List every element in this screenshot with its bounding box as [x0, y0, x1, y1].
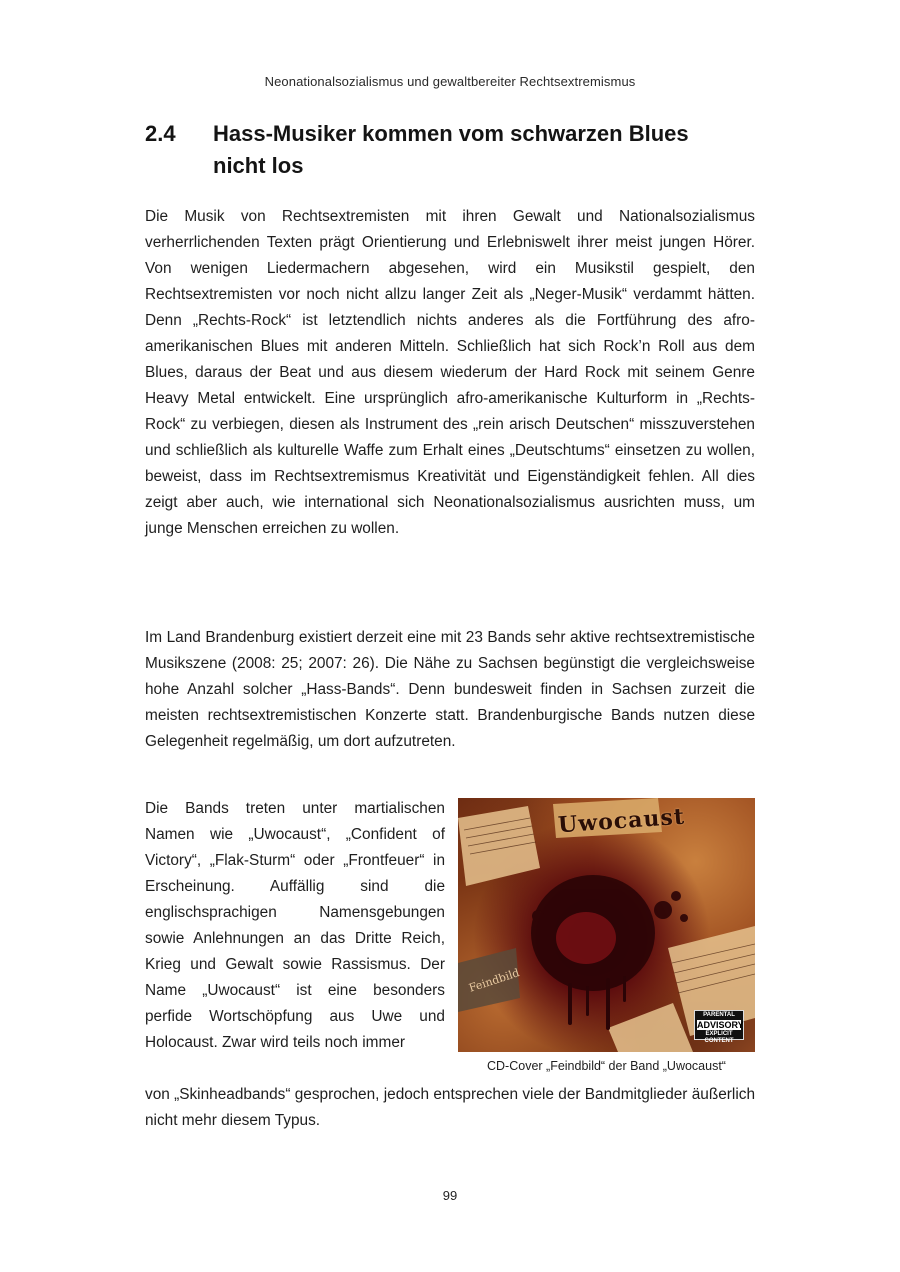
- pa-label-main: ADVISORY: [697, 1020, 744, 1030]
- parental-advisory-label: [694, 1010, 744, 1044]
- page-number: 99: [442, 1188, 458, 1203]
- paragraph-bands-block: [145, 796, 755, 1146]
- cover-side-text: Feindbild: [467, 966, 522, 995]
- cd-cover-figure: [458, 798, 755, 1073]
- section-number: 2.4: [145, 121, 176, 146]
- paragraph-brandenburg: Im Land Brandenburg existiert derzeit eine mit 23 Bands sehr aktive rechtsextremistische Musikszene (2008: 25; 2007: 26). Die Nähe zu Sachsen begünstigt die vergleichsweise hohe Anzahl solcher „Hass-Bands“. Denn bundesweit finden in Sachsen zurzeit die meisten rechtsextremistischen Konzerte statt. Brandenburgische Bands nutzen diese Gelegenheit regelmäßig, um dort aufzutreten.: [145, 629, 755, 750]
- figure-caption: CD-Cover „Feindbild“ der Band „Uwocaust“: [487, 1059, 726, 1073]
- pa-label-bottom: EXPLICIT CONTENT: [704, 1031, 734, 1044]
- paragraph-music: Die Musik von Rechtsextremisten mit ihren Gewalt und Nationalsozialismus verherrlichenden Texten prägt Orientierung und Erlebniswelt ihrer meist jungen Hörer. Von wenigen Liedermachern abgesehen, wird ein Musikstil gespielt, den Rechtsextremisten vor noch nicht allzu langer Zeit als „Neger-Musik“ verdammt hätten. Denn „Rechts-Rock“ ist letztendlich nichts anderes als die Fortführung des afro-amerikanischen Blues mit anderen Mitteln. Schließlich hat sich Rock’n Roll aus dem Blues, daraus der Beat und aus diesem wiederum der Hard Rock mit seinem Genre Heavy Metal entwickelt. Eine ursprünglich afro-amerikanische Kulturform in „Rechts-Rock“ zu verbiegen, diesen als Instrument des „rein arisch Deutschen“ misszuverstehen und schließlich als kulturelle Waffe zum Erhalt eines „Deutschtums“ einsetzen zu wollen, beweist, dass im Rechtsextremismus Kreativität und Eigenständigkeit fehlen. All dies zeigt aber auch, wie international sich Neonationalsozialismus ausrichten muss, um junge Menschen erreichen zu wollen.: [145, 208, 755, 537]
- paragraph-bands-continued: von „Skinheadbands“ gesprochen, jedoch entsprechen viele der Bandmitglieder äußerlich nicht mehr diesem Typus.: [145, 1086, 756, 1129]
- paragraph-bands-wrapped: Die Bands treten unter martialischen Namen wie „Uwocaust“, „Confident of Victory“, „Flak-Sturm“ oder „Frontfeuer“ in Erscheinung. Auffällig sind die englischsprachigen Namensgebungen sowie Anlehnungen an das Dritte Reich, Krieg und Gewalt sowie Rassismus. Der Name „Uwocaust“ ist eine besonders perfide Wortschöpfung aus Uwe und Holocaust. Zwar wird teils noch immer: [145, 800, 445, 1051]
- section-title-line-2: nicht los: [213, 153, 304, 178]
- cover-band-title: Uwocaust: [557, 803, 686, 839]
- section-heading: [145, 118, 755, 182]
- pa-label-top: PARENTAL: [703, 1012, 735, 1018]
- section-title: [213, 118, 755, 182]
- section-title-line-1: Hass-Musiker kommen vom schwarzen Blues: [213, 121, 689, 146]
- running-head: Neonationalsozialismus und gewaltbereiter Rechtsextremismus: [264, 74, 636, 89]
- cd-cover-image: [458, 798, 755, 1052]
